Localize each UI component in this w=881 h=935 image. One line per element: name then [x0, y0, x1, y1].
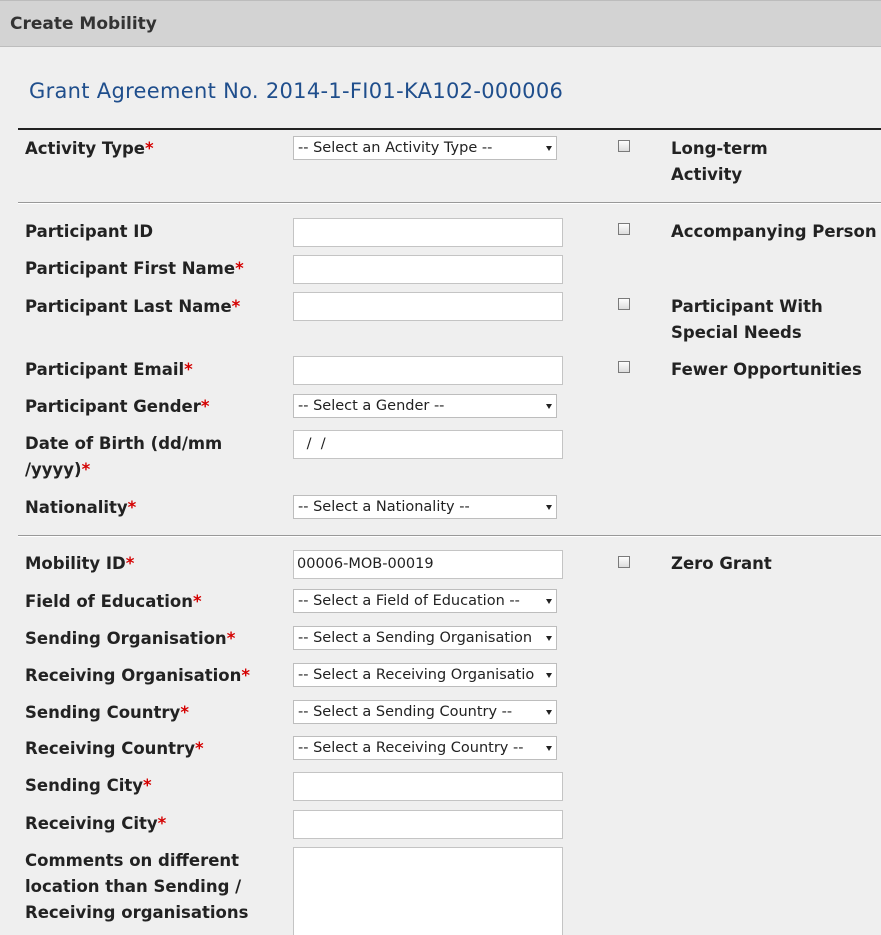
chevron-down-icon [546, 404, 552, 409]
required-marker: * [180, 703, 189, 722]
sending-country-select[interactable]: -- Select a Sending Country -- [293, 700, 557, 724]
special-needs-label: Participant With Special Needs [671, 297, 823, 342]
required-marker: * [127, 498, 137, 517]
required-marker: * [235, 259, 244, 278]
required-marker: * [184, 360, 193, 379]
window-title: Create Mobility [10, 14, 157, 34]
required-marker: * [144, 139, 154, 158]
mobility-id-label: Mobility ID* [25, 554, 135, 573]
participant-gender-select[interactable]: -- Select a Gender -- [293, 394, 557, 418]
section-divider [18, 202, 881, 204]
accompanying-person-label: Accompanying Person [671, 222, 877, 241]
receiving-organisation-label: Receiving Organisation* [25, 666, 250, 685]
required-marker: * [200, 397, 210, 416]
required-marker: * [81, 460, 91, 479]
participant-id-input[interactable] [293, 218, 563, 247]
field-of-education-label: Field of Education* [25, 592, 202, 611]
comments-label: Comments on different location than Sending / Receiving organisations [25, 851, 249, 922]
comments-textarea[interactable] [293, 847, 563, 935]
chevron-down-icon [546, 505, 552, 510]
participant-first-name-label: Participant First Name* [25, 259, 244, 278]
participant-last-name-label: Participant Last Name* [25, 297, 241, 316]
sending-city-input[interactable] [293, 772, 563, 801]
field-of-education-select[interactable]: -- Select a Field of Education -- [293, 589, 557, 613]
chevron-down-icon [546, 599, 552, 604]
sending-city-label: Sending City* [25, 776, 152, 795]
receiving-city-input[interactable] [293, 810, 563, 839]
required-marker: * [226, 629, 236, 648]
long-term-activity-checkbox[interactable] [618, 140, 630, 152]
sending-country-label: Sending Country* [25, 703, 189, 722]
receiving-organisation-select[interactable]: -- Select a Receiving Organisatio [293, 663, 557, 687]
receiving-country-select[interactable]: -- Select a Receiving Country -- [293, 736, 557, 760]
activity-type-select[interactable]: -- Select an Activity Type -- [293, 136, 557, 160]
participant-first-name-input[interactable] [293, 255, 563, 284]
required-marker: * [125, 554, 135, 573]
section-divider [18, 535, 881, 537]
accompanying-person-checkbox[interactable] [618, 223, 630, 235]
nationality-select[interactable]: -- Select a Nationality -- [293, 495, 557, 519]
participant-email-input[interactable] [293, 356, 563, 385]
fewer-opportunities-checkbox[interactable] [618, 361, 630, 373]
special-needs-checkbox[interactable] [618, 298, 630, 310]
required-marker: * [194, 739, 204, 758]
mobility-id-input[interactable]: 00006-MOB-00019 [293, 550, 563, 579]
receiving-city-label: Receiving City* [25, 814, 167, 833]
grant-agreement-heading: Grant Agreement No. 2014-1-FI01-KA102-000006 [29, 79, 564, 103]
chevron-down-icon [546, 146, 552, 151]
date-of-birth-input[interactable]: / / [293, 430, 563, 459]
required-marker: * [241, 666, 250, 685]
zero-grant-checkbox[interactable] [618, 556, 630, 568]
participant-last-name-input[interactable] [293, 292, 563, 321]
required-marker: * [231, 297, 241, 316]
zero-grant-label: Zero Grant [671, 554, 772, 573]
participant-gender-label: Participant Gender* [25, 397, 210, 416]
section-divider [18, 128, 881, 130]
fewer-opportunities-label: Fewer Opportunities [671, 360, 862, 379]
long-term-activity-label: Long-term Activity [671, 139, 768, 184]
sending-organisation-label: Sending Organisation* [25, 629, 236, 648]
sending-organisation-select[interactable]: -- Select a Sending Organisation [293, 626, 557, 650]
participant-id-label: Participant ID [25, 222, 154, 241]
chevron-down-icon [546, 746, 552, 751]
required-marker: * [157, 814, 167, 833]
participant-email-label: Participant Email* [25, 360, 193, 379]
required-marker: * [192, 592, 202, 611]
date-of-birth-label: Date of Birth (dd/mm /yyyy)* [25, 434, 223, 479]
nationality-label: Nationality* [25, 498, 137, 517]
chevron-down-icon [546, 710, 552, 715]
required-marker: * [143, 776, 152, 795]
title-bar [0, 0, 881, 47]
receiving-country-label: Receiving Country* [25, 739, 204, 758]
chevron-down-icon [546, 636, 552, 641]
activity-type-label: Activity Type* [25, 139, 154, 158]
chevron-down-icon [546, 673, 552, 678]
